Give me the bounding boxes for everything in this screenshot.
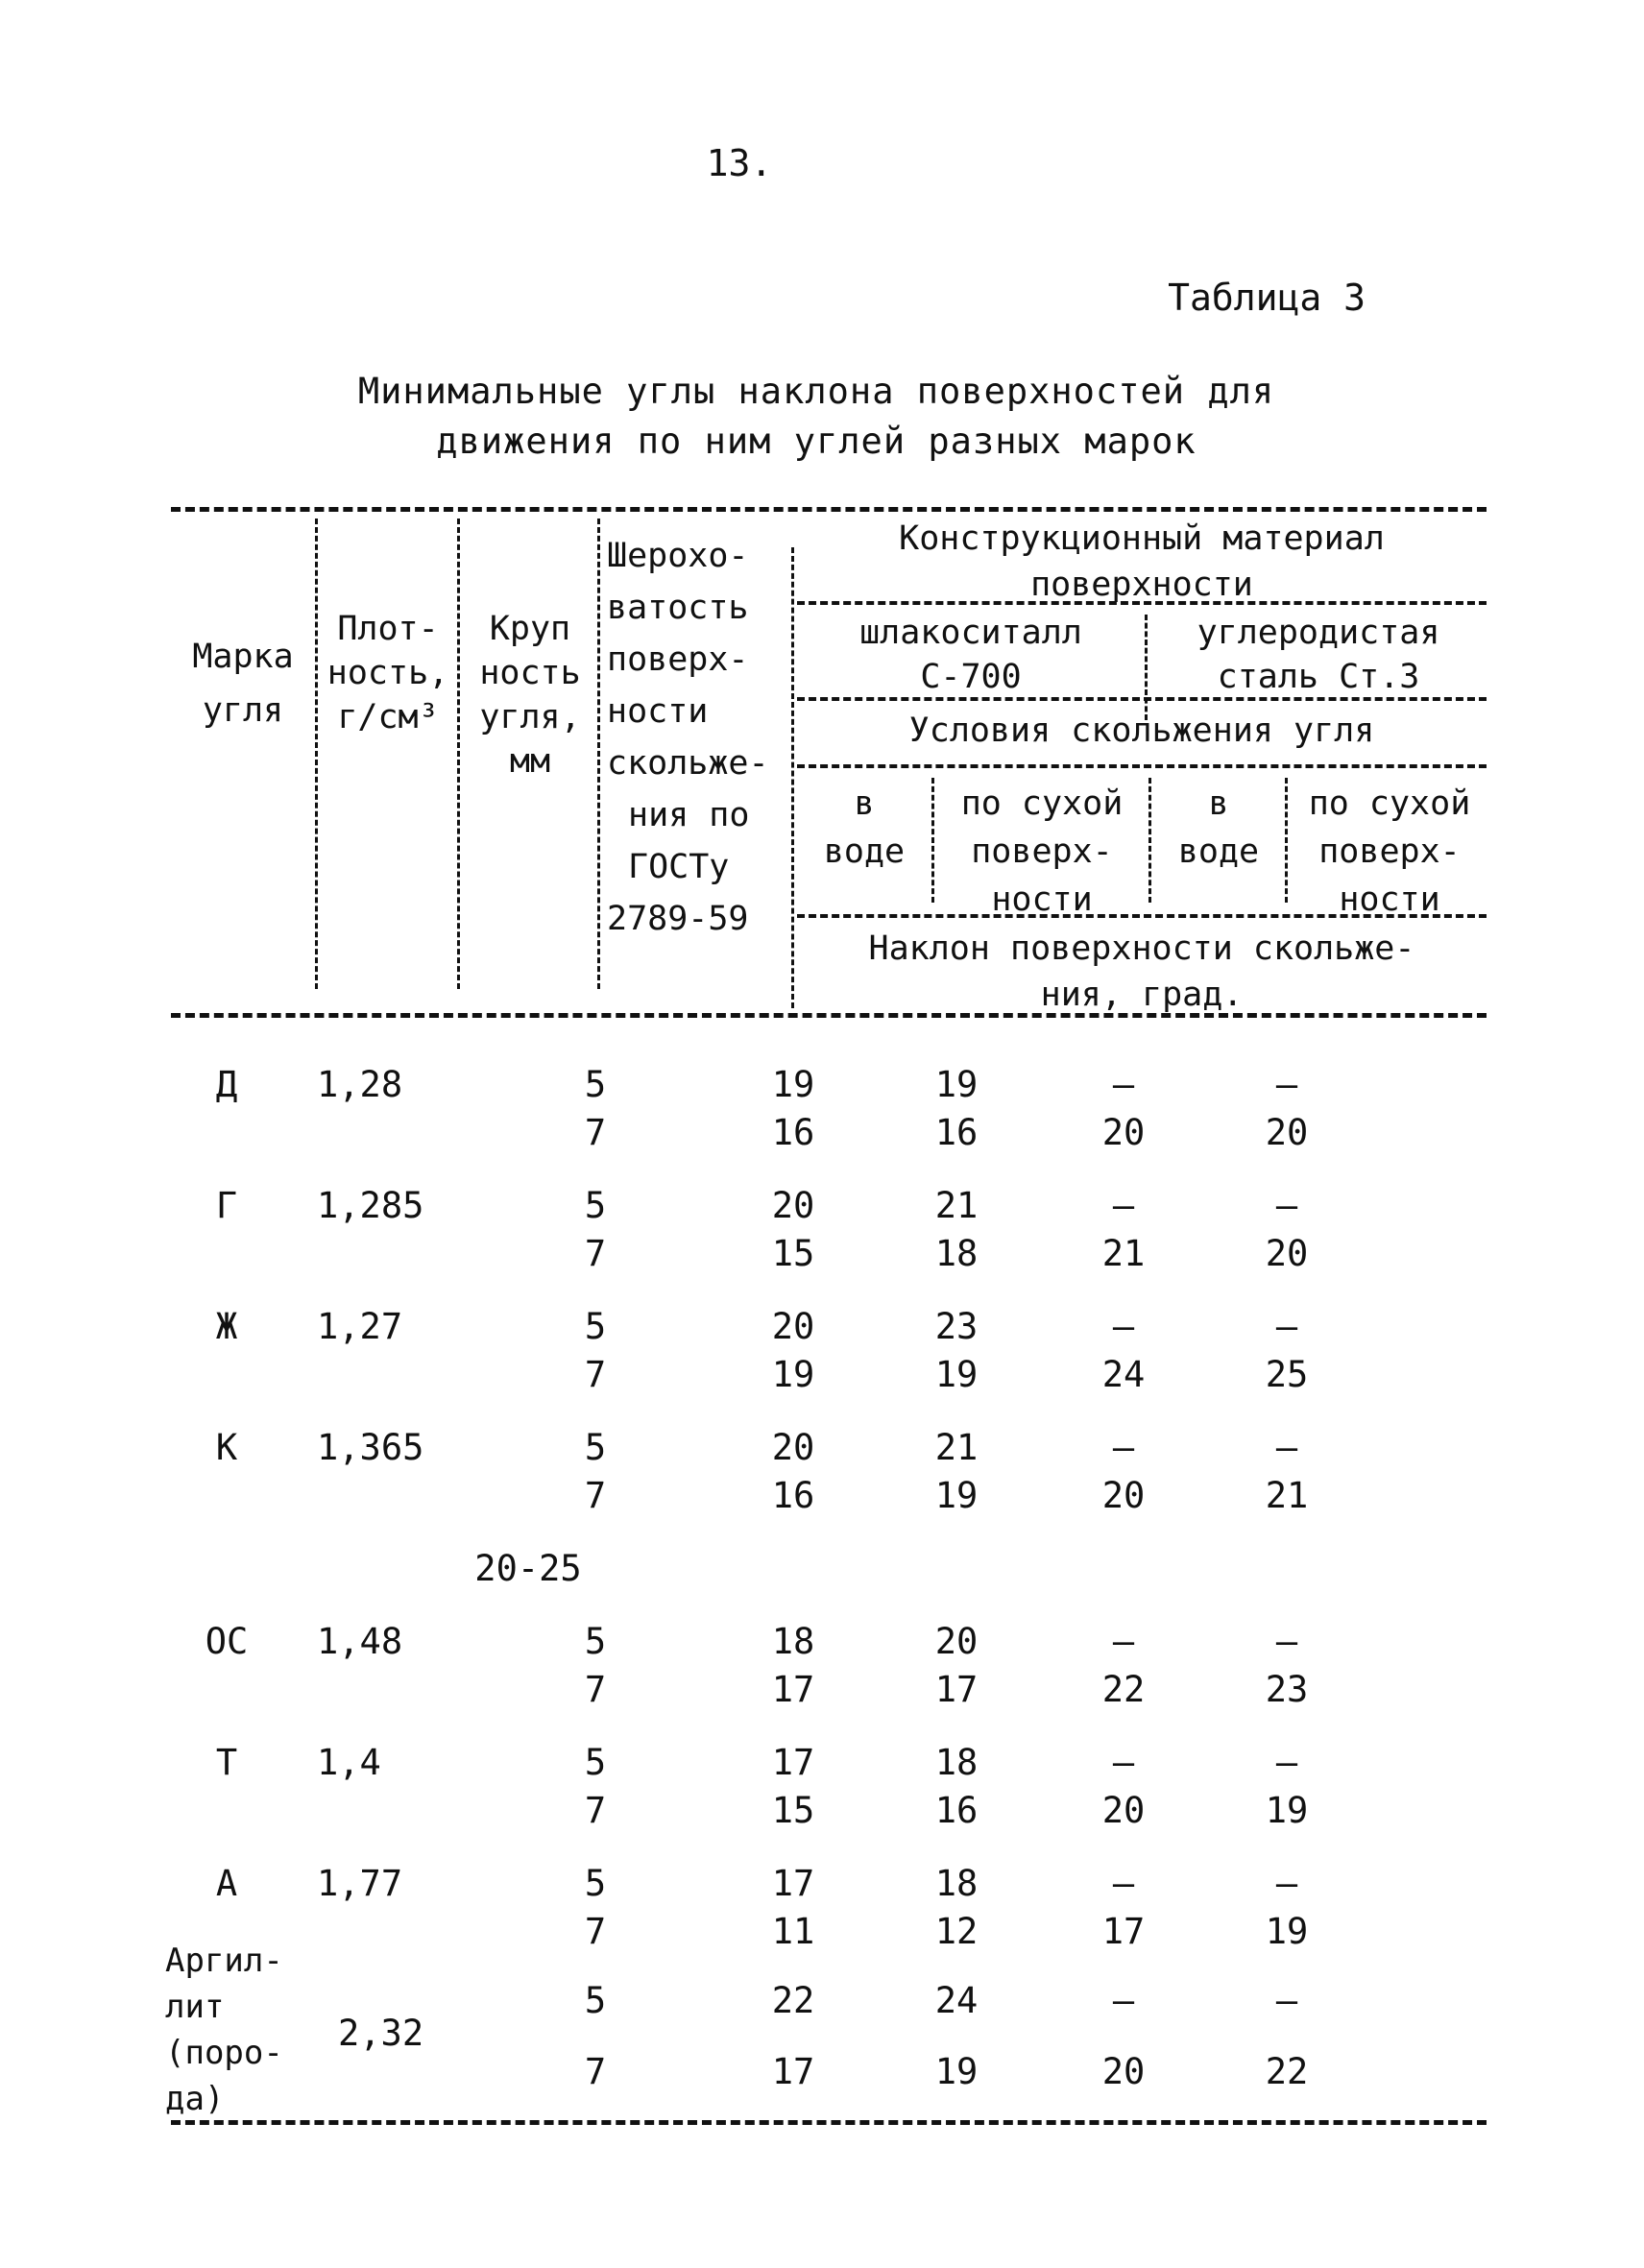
roughness-value: 5 (584, 1185, 607, 1226)
slope-value: 20 (771, 1306, 815, 1347)
slope-value: – (1275, 1185, 1298, 1226)
slope-value: 17 (1101, 1911, 1146, 1952)
slope-value: 16 (771, 1112, 815, 1153)
row-brand: А (215, 1863, 238, 1904)
slope-value: 20 (1265, 1112, 1309, 1153)
roughness-value: 5 (584, 1742, 607, 1783)
row-brand: Д (215, 1064, 238, 1105)
slope-value: 15 (771, 1790, 815, 1831)
slope-value: 21 (934, 1427, 979, 1468)
slope-value: 23 (1265, 1669, 1309, 1710)
slope-value: 19 (771, 1064, 815, 1105)
row-brand: Ж (215, 1306, 238, 1347)
header-surface: поверхности (1030, 566, 1253, 604)
slope-value: 19 (1265, 1790, 1309, 1831)
table-top-rule (171, 507, 1487, 512)
slope-value: 19 (1265, 1911, 1309, 1952)
slope-value: – (1112, 1980, 1135, 2021)
roughness-value: 7 (584, 1354, 607, 1395)
row-density: 1,48 (317, 1621, 403, 1662)
slope-value: 20 (1265, 1233, 1309, 1274)
slope-value: – (1112, 1863, 1135, 1904)
column-divider (597, 519, 600, 989)
last-row-brand: Аргил- лит (поро- да) (165, 1942, 283, 2118)
row-density: 1,365 (317, 1427, 424, 1468)
roughness-value: 5 (584, 1980, 607, 2021)
header-carbon-steel: углеродистая сталь Ст.3 (1197, 614, 1440, 696)
page-number: 13. (706, 142, 773, 184)
slope-value: 22 (1101, 1669, 1146, 1710)
column-divider (1285, 778, 1288, 903)
slope-value: – (1275, 1980, 1298, 2021)
slope-value: 19 (934, 1064, 979, 1105)
roughness-value: 7 (584, 1233, 607, 1274)
caption-line-1: Минимальные углы наклона поверхностей для (357, 371, 1275, 412)
slope-value: 16 (771, 1475, 815, 1516)
slope-value: 18 (934, 1742, 979, 1783)
slope-value: – (1112, 1427, 1135, 1468)
slope-value: 21 (1265, 1475, 1309, 1516)
column-divider (1148, 778, 1151, 903)
header-conditions: Условия скольжения угля (908, 712, 1375, 750)
slope-value: 19 (934, 1475, 979, 1516)
slope-value: 20 (1101, 1475, 1146, 1516)
slope-value: – (1275, 1306, 1298, 1347)
roughness-value: 7 (584, 1669, 607, 1710)
rule-under-conditions (797, 764, 1487, 768)
slope-value: 20 (934, 1621, 979, 1662)
slope-value: 21 (934, 1185, 979, 1226)
roughness-value: 7 (584, 1790, 607, 1831)
slope-value: 18 (934, 1233, 979, 1274)
slope-value: – (1112, 1306, 1135, 1347)
slope-value: 20 (771, 1427, 815, 1468)
last-row-density: 2,32 (338, 2013, 424, 2054)
slope-value: 24 (1101, 1354, 1146, 1395)
header-slope: Наклон поверхности скольже- ния, град. (868, 929, 1415, 1014)
slope-value: 18 (934, 1863, 979, 1904)
slope-value: 16 (934, 1790, 979, 1831)
roughness-value: 7 (584, 1911, 607, 1952)
slope-value: 17 (771, 1669, 815, 1710)
slope-value: 21 (1101, 1233, 1146, 1274)
slope-value: – (1112, 1621, 1135, 1662)
column-divider (931, 778, 934, 903)
roughness-value: 5 (584, 1427, 607, 1468)
row-density: 1,77 (317, 1863, 403, 1904)
column-divider (791, 547, 794, 1008)
slope-value: 19 (771, 1354, 815, 1395)
header-in-water-2: в воде (1177, 784, 1260, 871)
slope-value: 15 (771, 1233, 815, 1274)
table-label: Таблица 3 (1168, 277, 1366, 319)
column-divider (1145, 615, 1148, 720)
slope-value: – (1275, 1427, 1298, 1468)
column-divider (315, 519, 318, 989)
roughness-value: 5 (584, 1621, 607, 1662)
row-brand: К (215, 1427, 238, 1468)
row-density: 1,27 (317, 1306, 403, 1347)
header-in-water-1: в воде (823, 784, 906, 871)
slope-value: 23 (934, 1306, 979, 1347)
row-brand: ОС (205, 1621, 249, 1662)
roughness-value: 7 (584, 1475, 607, 1516)
slope-value: 20 (771, 1185, 815, 1226)
slope-value: 19 (934, 2051, 979, 2092)
slope-value: 17 (771, 1863, 815, 1904)
column-divider (457, 519, 460, 989)
header-slag-glass: шлакоситалл С-700 (859, 614, 1082, 696)
slope-value: 18 (771, 1621, 815, 1662)
header-dry-surface-1: по сухой поверх- ности (960, 784, 1124, 919)
slope-value: 17 (934, 1669, 979, 1710)
caption-line-2: движения по ним углей разных марок (436, 421, 1197, 462)
slope-value: 20 (1101, 1112, 1146, 1153)
slope-value: 11 (771, 1911, 815, 1952)
slope-value: – (1275, 1742, 1298, 1783)
slope-value: 20 (1101, 1790, 1146, 1831)
roughness-value: 7 (584, 1112, 607, 1153)
table-bottom-rule (171, 2120, 1487, 2125)
slope-value: – (1112, 1742, 1135, 1783)
roughness-value: 5 (584, 1064, 607, 1105)
row-brand: Т (215, 1742, 238, 1783)
slope-value: 17 (771, 2051, 815, 2092)
header-material: Конструкционный материал (899, 519, 1385, 558)
header-brand: Марка угля (192, 638, 294, 730)
slope-value: – (1112, 1064, 1135, 1105)
slope-value: 12 (934, 1911, 979, 1952)
roughness-value: 5 (584, 1306, 607, 1347)
roughness-value: 7 (584, 2051, 607, 2092)
row-density: 1,285 (317, 1185, 424, 1226)
slope-value: 16 (934, 1112, 979, 1153)
size-value: 20-25 (474, 1548, 582, 1589)
slope-value: 22 (771, 1980, 815, 2021)
slope-value: 19 (934, 1354, 979, 1395)
slope-value: 17 (771, 1742, 815, 1783)
slope-value: 25 (1265, 1354, 1309, 1395)
slope-value: 24 (934, 1980, 979, 2021)
slope-value: 22 (1265, 2051, 1309, 2092)
slope-value: – (1112, 1185, 1135, 1226)
row-density: 1,28 (317, 1064, 403, 1105)
slope-value: – (1275, 1621, 1298, 1662)
roughness-value: 5 (584, 1863, 607, 1904)
header-density: Плот- ность, г/см³ (326, 610, 449, 736)
header-roughness: Шерохо- ватость поверх- ности скольже- ния по ГОСТу 2789-59 (607, 537, 769, 938)
header-size: Круп ность угля, мм (479, 610, 581, 781)
slope-value: – (1275, 1064, 1298, 1105)
slope-value: – (1275, 1863, 1298, 1904)
row-brand: Г (215, 1185, 238, 1226)
slope-value: 20 (1101, 2051, 1146, 2092)
header-dry-surface-2: по сухой поверх- ности (1308, 784, 1471, 919)
row-density: 1,4 (317, 1742, 381, 1783)
